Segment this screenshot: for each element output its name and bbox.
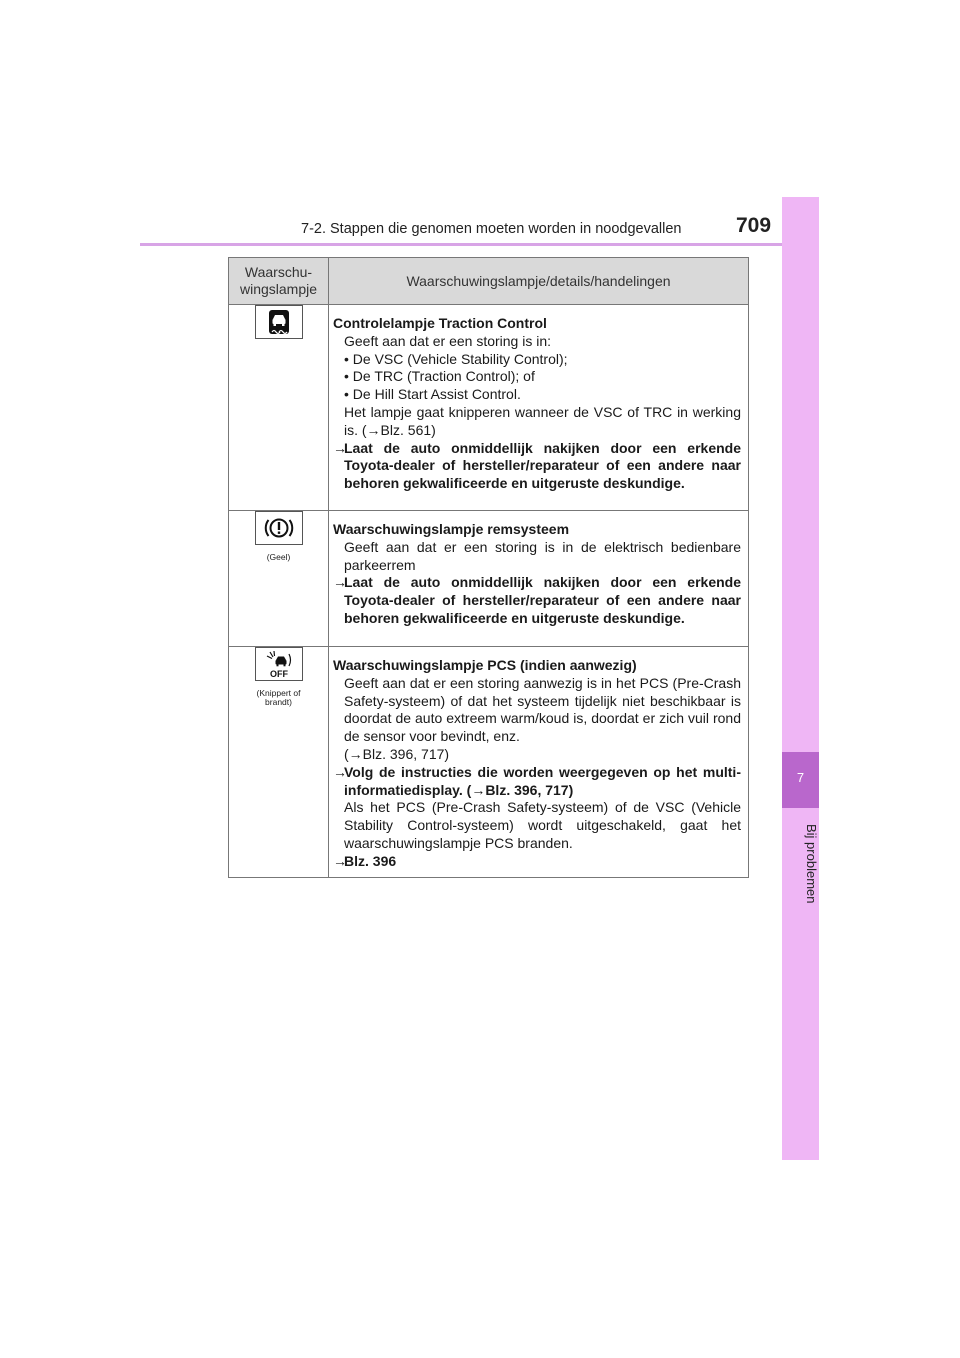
lamp-details — [329, 511, 749, 647]
lamp-title: Waarschuwingslampje PCS (indien aanwezig) — [333, 657, 637, 673]
list-item: • De VSC (Vehicle Stability Control); — [344, 350, 568, 367]
arrow-icon: → — [333, 763, 347, 780]
action-text: Volg de instructies die worden weergegeven op het multi-informatiedisplay. (→Blz. 396, 717) — [344, 763, 741, 798]
arrow-icon: → — [333, 574, 347, 591]
lamp-title: Waarschuwingslampje remsysteem — [333, 521, 570, 537]
vsc-slip-indicator-icon — [255, 305, 303, 339]
header-rule — [140, 243, 818, 246]
arrow-icon: → — [333, 852, 347, 869]
list-item: • De TRC (Traction Control); of — [344, 368, 535, 385]
action-line — [333, 764, 741, 800]
chapter-number: 7 — [796, 770, 805, 785]
table-row — [229, 511, 749, 647]
arrow-icon: → — [333, 439, 347, 456]
lamp-extra-note: Het lampje gaat knipperen wanneer de VSC of TRC in werking is. (→Blz. 561) — [344, 403, 741, 438]
table-row — [229, 647, 749, 878]
action-line — [333, 440, 741, 493]
final-reference-line — [333, 853, 741, 871]
lamp-cell — [229, 511, 329, 647]
chapter-side-tab — [782, 197, 819, 1160]
table-row — [229, 305, 749, 511]
lamp-description: Geeft aan dat er een storing is in: — [344, 332, 552, 349]
lamp-cell — [229, 305, 329, 511]
running-header: 7-2. Stappen die genomen moeten worden in noodgevallen — [301, 221, 682, 237]
action-text: Laat de auto onmiddellijk nakijken door een erkende Toyota-dealer of hersteller/reparateur of een andere naar behoren gekwalificeerde en uitgeruste deskundige. — [344, 574, 741, 626]
lamp-details — [329, 305, 749, 511]
pcs-off-icon — [255, 647, 303, 681]
list-item: • De Hill Start Assist Control. — [344, 386, 521, 403]
section-label-text: Bij problemen — [804, 824, 819, 904]
pcs-off-label: OFF — [269, 669, 288, 679]
column-header-details: Waarschuwingslampje/details/handelingen — [329, 258, 749, 305]
page-number: 709 — [736, 214, 772, 237]
action-line — [333, 574, 741, 627]
lamp-description: Geeft aan dat er een storing is in de elektrisch bedienbare parkeerrem — [344, 538, 741, 573]
lamp-details — [329, 647, 749, 878]
action-text: Laat de auto onmiddellijk nakijken door een erkende Toyota-dealer of hersteller/reparateur of een andere naar behoren gekwalificeerde en uitgeruste deskundige. — [344, 439, 741, 492]
lamp-title: Controlelampje Traction Control — [333, 315, 547, 331]
lamp-reference: (→Blz. 396, 717) — [344, 745, 450, 762]
table-header-row — [229, 258, 749, 305]
final-reference: Blz. 396 — [344, 852, 397, 869]
brake-system-warning-icon — [255, 511, 303, 545]
lamp-description: Geeft aan dat er een storing aanwezig is in het PCS (Pre-Crash Safety-systeem) of dat het systeem tijdelijk niet beschikbaar is doordat de auto extreem warm/koud is, doordat er zich vuil rond de sensor voor bevindt, enz. — [344, 674, 741, 745]
lamp-extra-note: Als het PCS (Pre-Crash Safety-systeem) of de VSC (Vehicle Stability Control-systeem) wordt uitgeschakeld, gaat het waarschuwingslampje PCS branden. — [344, 799, 741, 851]
lamp-caption: (Knippert of brandt) — [256, 688, 301, 707]
lamp-cell — [229, 647, 329, 878]
column-header-lamp: Waarschu- wingslampje — [229, 258, 329, 305]
section-label — [782, 813, 819, 913]
warning-lamp-table — [228, 257, 749, 878]
lamp-caption: (Geel) — [266, 552, 291, 562]
